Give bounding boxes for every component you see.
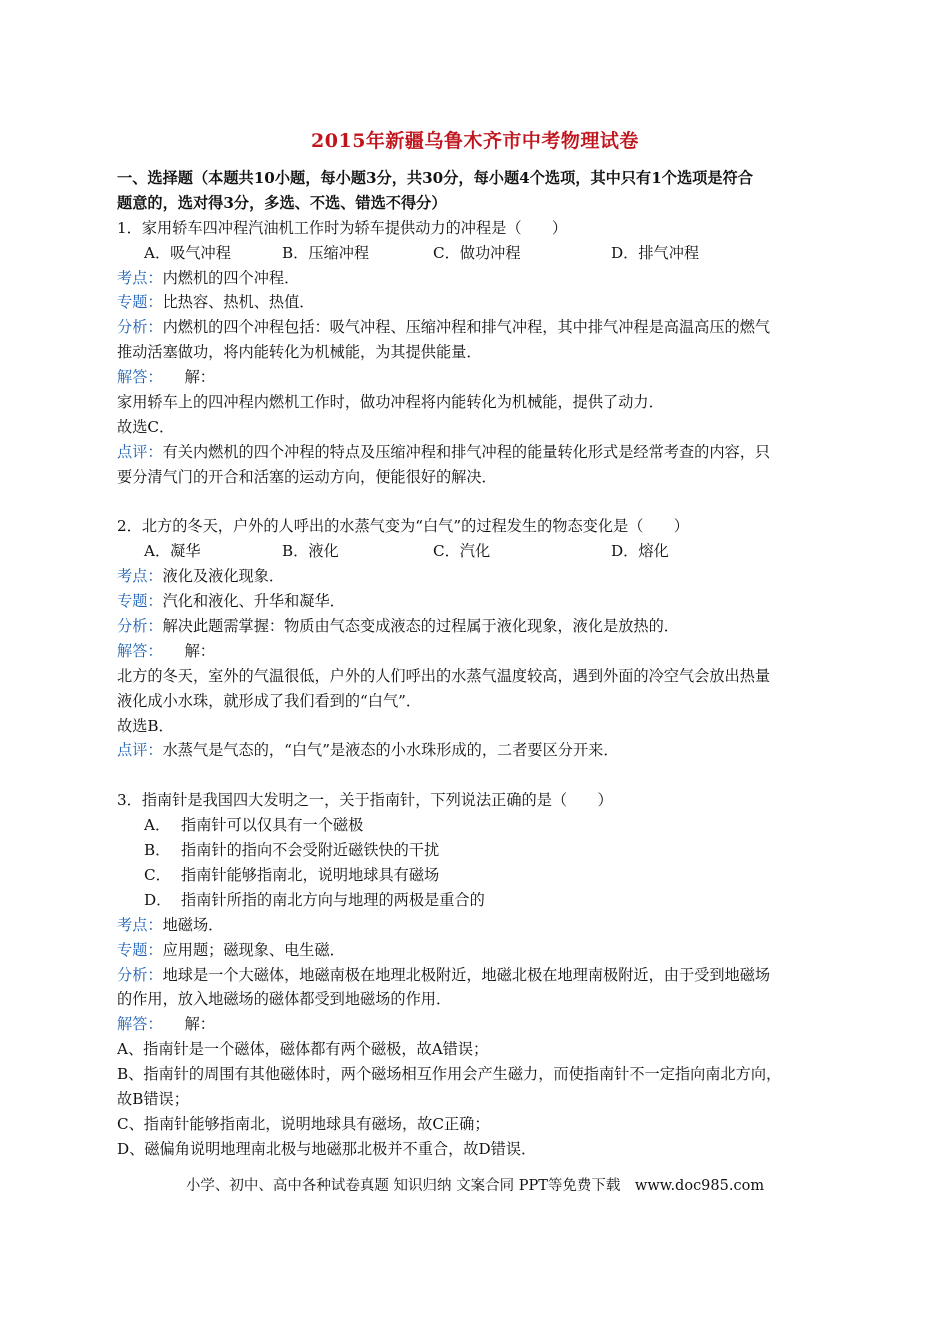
q2-dianping bbox=[117, 738, 837, 763]
q3-option-c bbox=[117, 863, 837, 888]
q3-jieda-line-3: 故B错误； bbox=[117, 1089, 189, 1108]
q1-option-c: C．做功冲程 bbox=[433, 243, 521, 262]
q2-option-b: B．液化 bbox=[282, 542, 339, 561]
q1-stem: 1．家用轿车四冲程汽油机工作时为轿车提供动力的冲程是（ ） bbox=[117, 218, 568, 237]
q2-jieda-line-2: 液化成小水珠，就形成了我们看到的“白气”． bbox=[117, 691, 422, 710]
q2-zhuanti-text: 汽化和液化、升华和凝华． bbox=[162, 592, 345, 611]
jieda-label: 解答： bbox=[117, 641, 163, 660]
jieda-label: 解答： bbox=[117, 368, 163, 387]
q1-zhuanti-text: 比热容、热机、热值． bbox=[162, 293, 315, 312]
section-heading-line-2: 题意的，选对得3分，多选、不选、错选不得分） bbox=[117, 193, 447, 212]
q1-dianping-text-1: 有关内燃机的四个冲程的特点及压缩冲程和排气冲程的能量转化形式是经常考查的内容，只 bbox=[162, 442, 771, 461]
q1-jieda bbox=[117, 365, 837, 390]
q3-option-b bbox=[117, 838, 837, 863]
q3-option-b-key: B． bbox=[144, 841, 171, 860]
q3-zhuanti bbox=[117, 938, 837, 963]
q3-fenxi bbox=[117, 963, 837, 988]
q1-dianping bbox=[117, 440, 837, 465]
section-heading-line-1: 一、选择题（本题共10小题，每小题3分，共30分，每小题4个选项，其中只有1个选项是符合 bbox=[117, 169, 753, 187]
q2-fenxi-text: 解决此题需掌握：物质由气态变成液态的过程属于液化现象，液化是放热的． bbox=[162, 617, 679, 636]
q1-options bbox=[117, 241, 837, 266]
q3-option-a-key: A． bbox=[144, 816, 171, 835]
q1-zhuanti bbox=[117, 290, 837, 315]
q2-kaodian bbox=[117, 564, 837, 589]
q2-option-d: D．熔化 bbox=[611, 542, 669, 561]
jie-label: 解： bbox=[184, 641, 215, 660]
q2-zhuanti bbox=[117, 589, 837, 614]
q1-dianping-cont: 要分清气门的开合和活塞的运动方向，便能很好的解决． bbox=[117, 467, 497, 486]
q3-option-c-key: C． bbox=[144, 865, 171, 884]
q3-kaodian bbox=[117, 913, 837, 938]
q3-option-d-text: 指南针所指的南北方向与地理的两极是重合的 bbox=[181, 890, 485, 909]
fenxi-label: 分析： bbox=[117, 318, 163, 337]
q2-fenxi bbox=[117, 614, 837, 639]
q2-jieda-line-3: 故选B． bbox=[117, 716, 174, 735]
exam-title: 2015年新疆乌鲁木齐市中考物理试卷 bbox=[311, 130, 639, 152]
q3-option-d-key: D． bbox=[144, 890, 172, 909]
zhuanti-label: 专题： bbox=[117, 293, 163, 312]
spacer bbox=[117, 490, 837, 515]
q3-jieda-line-5: D、磁偏角说明地理南北极与地磁那北极并不重合，故D错误． bbox=[117, 1139, 537, 1158]
kaodian-label: 考点： bbox=[117, 915, 163, 934]
exam-content bbox=[117, 166, 837, 1162]
q3-option-a-text: 指南针可以仅具有一个磁极 bbox=[181, 816, 364, 835]
q1-fenxi bbox=[117, 315, 837, 340]
q3-stem: 3．指南针是我国四大发明之一，关于指南针，下列说法正确的是（ ） bbox=[117, 791, 613, 810]
fenxi-label: 分析： bbox=[117, 965, 163, 984]
q2-kaodian-text: 液化及液化现象． bbox=[162, 567, 285, 586]
q1-jieda-line-1: 家用轿车上的四冲程内燃机工作时，做功冲程将内能转化为机械能，提供了动力． bbox=[117, 393, 664, 412]
q3-option-c-text: 指南针能够指南北，说明地球具有磁场 bbox=[181, 865, 440, 884]
q1-option-b: B．压缩冲程 bbox=[282, 243, 370, 262]
fenxi-label: 分析： bbox=[117, 617, 163, 636]
q2-jieda bbox=[117, 639, 837, 664]
dianping-label: 点评： bbox=[117, 741, 163, 760]
q3-option-d bbox=[117, 888, 837, 913]
q3-jieda bbox=[117, 1012, 837, 1037]
q1-option-a: A．吸气冲程 bbox=[144, 243, 231, 262]
q2-dianping-text: 水蒸气是气态的，“白气”是液态的小水珠形成的，二者要区分开来． bbox=[162, 741, 619, 760]
zhuanti-label: 专题： bbox=[117, 940, 163, 959]
q1-option-d: D．排气冲程 bbox=[611, 243, 700, 262]
q1-jieda-line-2: 故选C． bbox=[117, 417, 175, 436]
q3-fenxi-text-1: 地球是一个大磁体，地磁南极在地理北极附近，地磁北极在地理南极附近，由于受到地磁场 bbox=[162, 965, 771, 984]
q3-zhuanti-text: 应用题；磁现象、电生磁． bbox=[162, 940, 345, 959]
spacer bbox=[117, 763, 837, 788]
q2-jieda-line-1: 北方的冬天，室外的气温很低，户外的人们呼出的水蒸气温度较高，遇到外面的冷空气会放出热量 bbox=[117, 666, 771, 685]
q3-option-b-text: 指南针的指向不会受附近磁铁快的干扰 bbox=[181, 841, 440, 860]
page-footer: 小学、初中、高中各种试卷真题 知识归纳 文案合同 PPT等免费下载 www.doc985.com bbox=[185, 1178, 765, 1194]
q3-jieda-line-4: C、指南针能够指南北，说明地球具有磁场，故C正确； bbox=[117, 1114, 490, 1133]
q3-option-a bbox=[117, 813, 837, 838]
q2-stem: 2．北方的冬天，户外的人呼出的水蒸气变为“白气”的过程发生的物态变化是（ ） bbox=[117, 517, 689, 536]
zhuanti-label: 专题： bbox=[117, 592, 163, 611]
jie-label: 解： bbox=[184, 368, 215, 387]
q2-options bbox=[117, 539, 837, 564]
q2-option-c: C．汽化 bbox=[433, 542, 491, 561]
q1-kaodian bbox=[117, 266, 837, 291]
q3-kaodian-text: 地磁场． bbox=[162, 915, 224, 934]
q2-option-a: A．凝华 bbox=[144, 542, 201, 561]
kaodian-label: 考点： bbox=[117, 567, 163, 586]
jie-label: 解： bbox=[184, 1015, 215, 1034]
q1-fenxi-text-1: 内燃机的四个冲程包括：吸气冲程、压缩冲程和排气冲程，其中排气冲程是高温高压的燃气 bbox=[162, 318, 771, 337]
q1-kaodian-text: 内燃机的四个冲程． bbox=[162, 268, 300, 287]
kaodian-label: 考点： bbox=[117, 268, 163, 287]
q1-fenxi-cont: 推动活塞做功，将内能转化为机械能，为其提供能量． bbox=[117, 343, 482, 362]
q3-jieda-line-1: A、指南针是一个磁体，磁体都有两个磁极，故A错误； bbox=[117, 1040, 489, 1059]
dianping-label: 点评： bbox=[117, 442, 163, 461]
q3-fenxi-cont: 的作用，放入地磁场的磁体都受到地磁场的作用． bbox=[117, 990, 452, 1009]
jieda-label: 解答： bbox=[117, 1015, 163, 1034]
q3-jieda-line-2: B、指南针的周围有其他磁体时，两个磁场相互作用会产生磁力，而使指南针不一定指向南北方向， bbox=[117, 1065, 782, 1084]
